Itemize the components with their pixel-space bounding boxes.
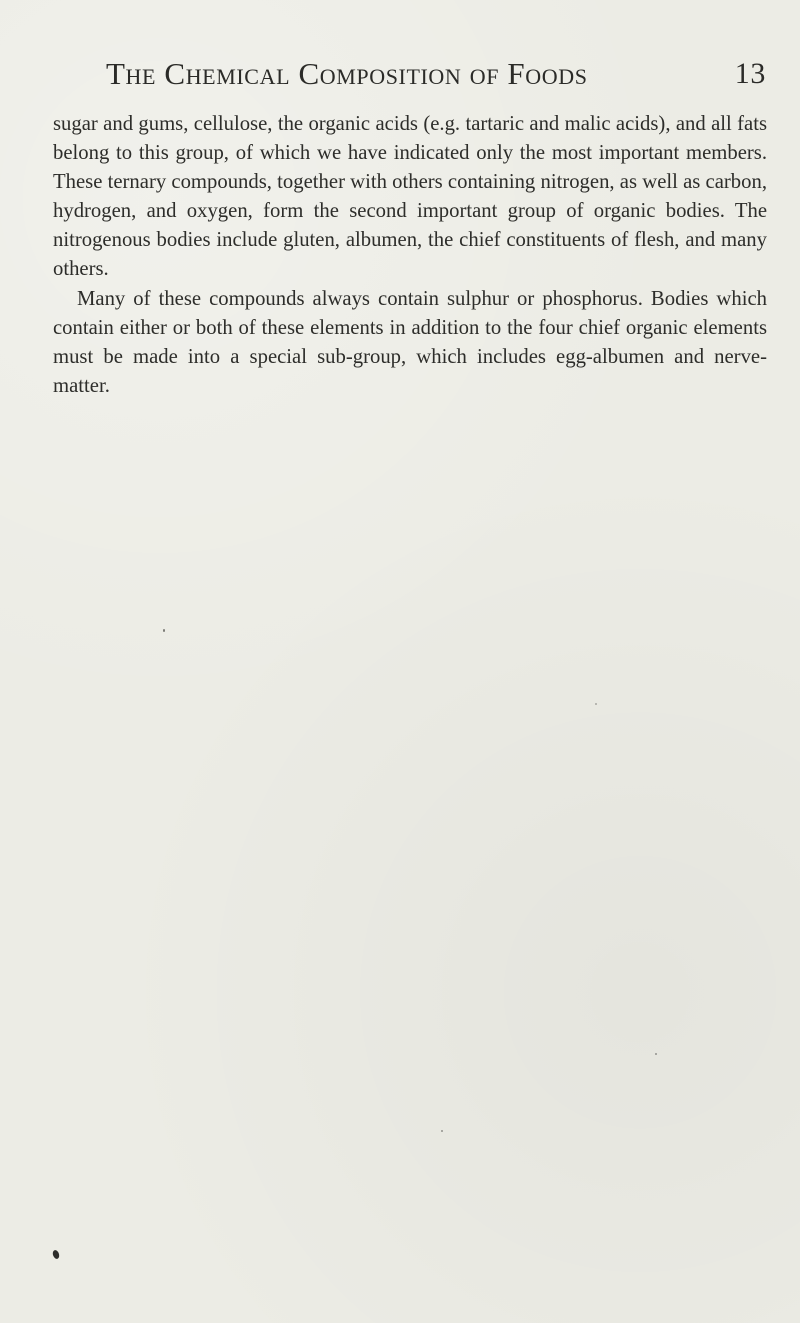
ink-speck-bottom-left xyxy=(52,1249,61,1260)
running-head xyxy=(106,54,766,94)
ink-speck-small-left xyxy=(163,629,165,632)
paragraph-2: Many of these compounds always contain sulphur or phosphorus. Bodies which contain either or both of these elements in addition to the four chief organic elements must be made into a special sub-group, which includes egg-albumen and nerve-matter. xyxy=(53,287,767,397)
ink-speck-small-right xyxy=(655,1053,657,1055)
page-number: 13 xyxy=(734,57,766,90)
ink-speck-faint-right xyxy=(595,703,597,705)
ink-speck-small-center xyxy=(441,1130,443,1132)
running-title: The Chemical Composition of Foods xyxy=(106,56,588,91)
paragraph-1: sugar and gums, cellulose, the organic acids (e.g. tartaric and malic acids), and all fats belong to this group, of which we have indicated only the most important members. These ternary compounds, together with others containing nitrogen, as well as carbon, hydrogen, and oxygen, form the second important group of organic bodies. The nitrogenous bodies include gluten, albumen, the chief constituents of flesh, and many others. xyxy=(53,113,767,281)
body-text xyxy=(53,110,767,401)
